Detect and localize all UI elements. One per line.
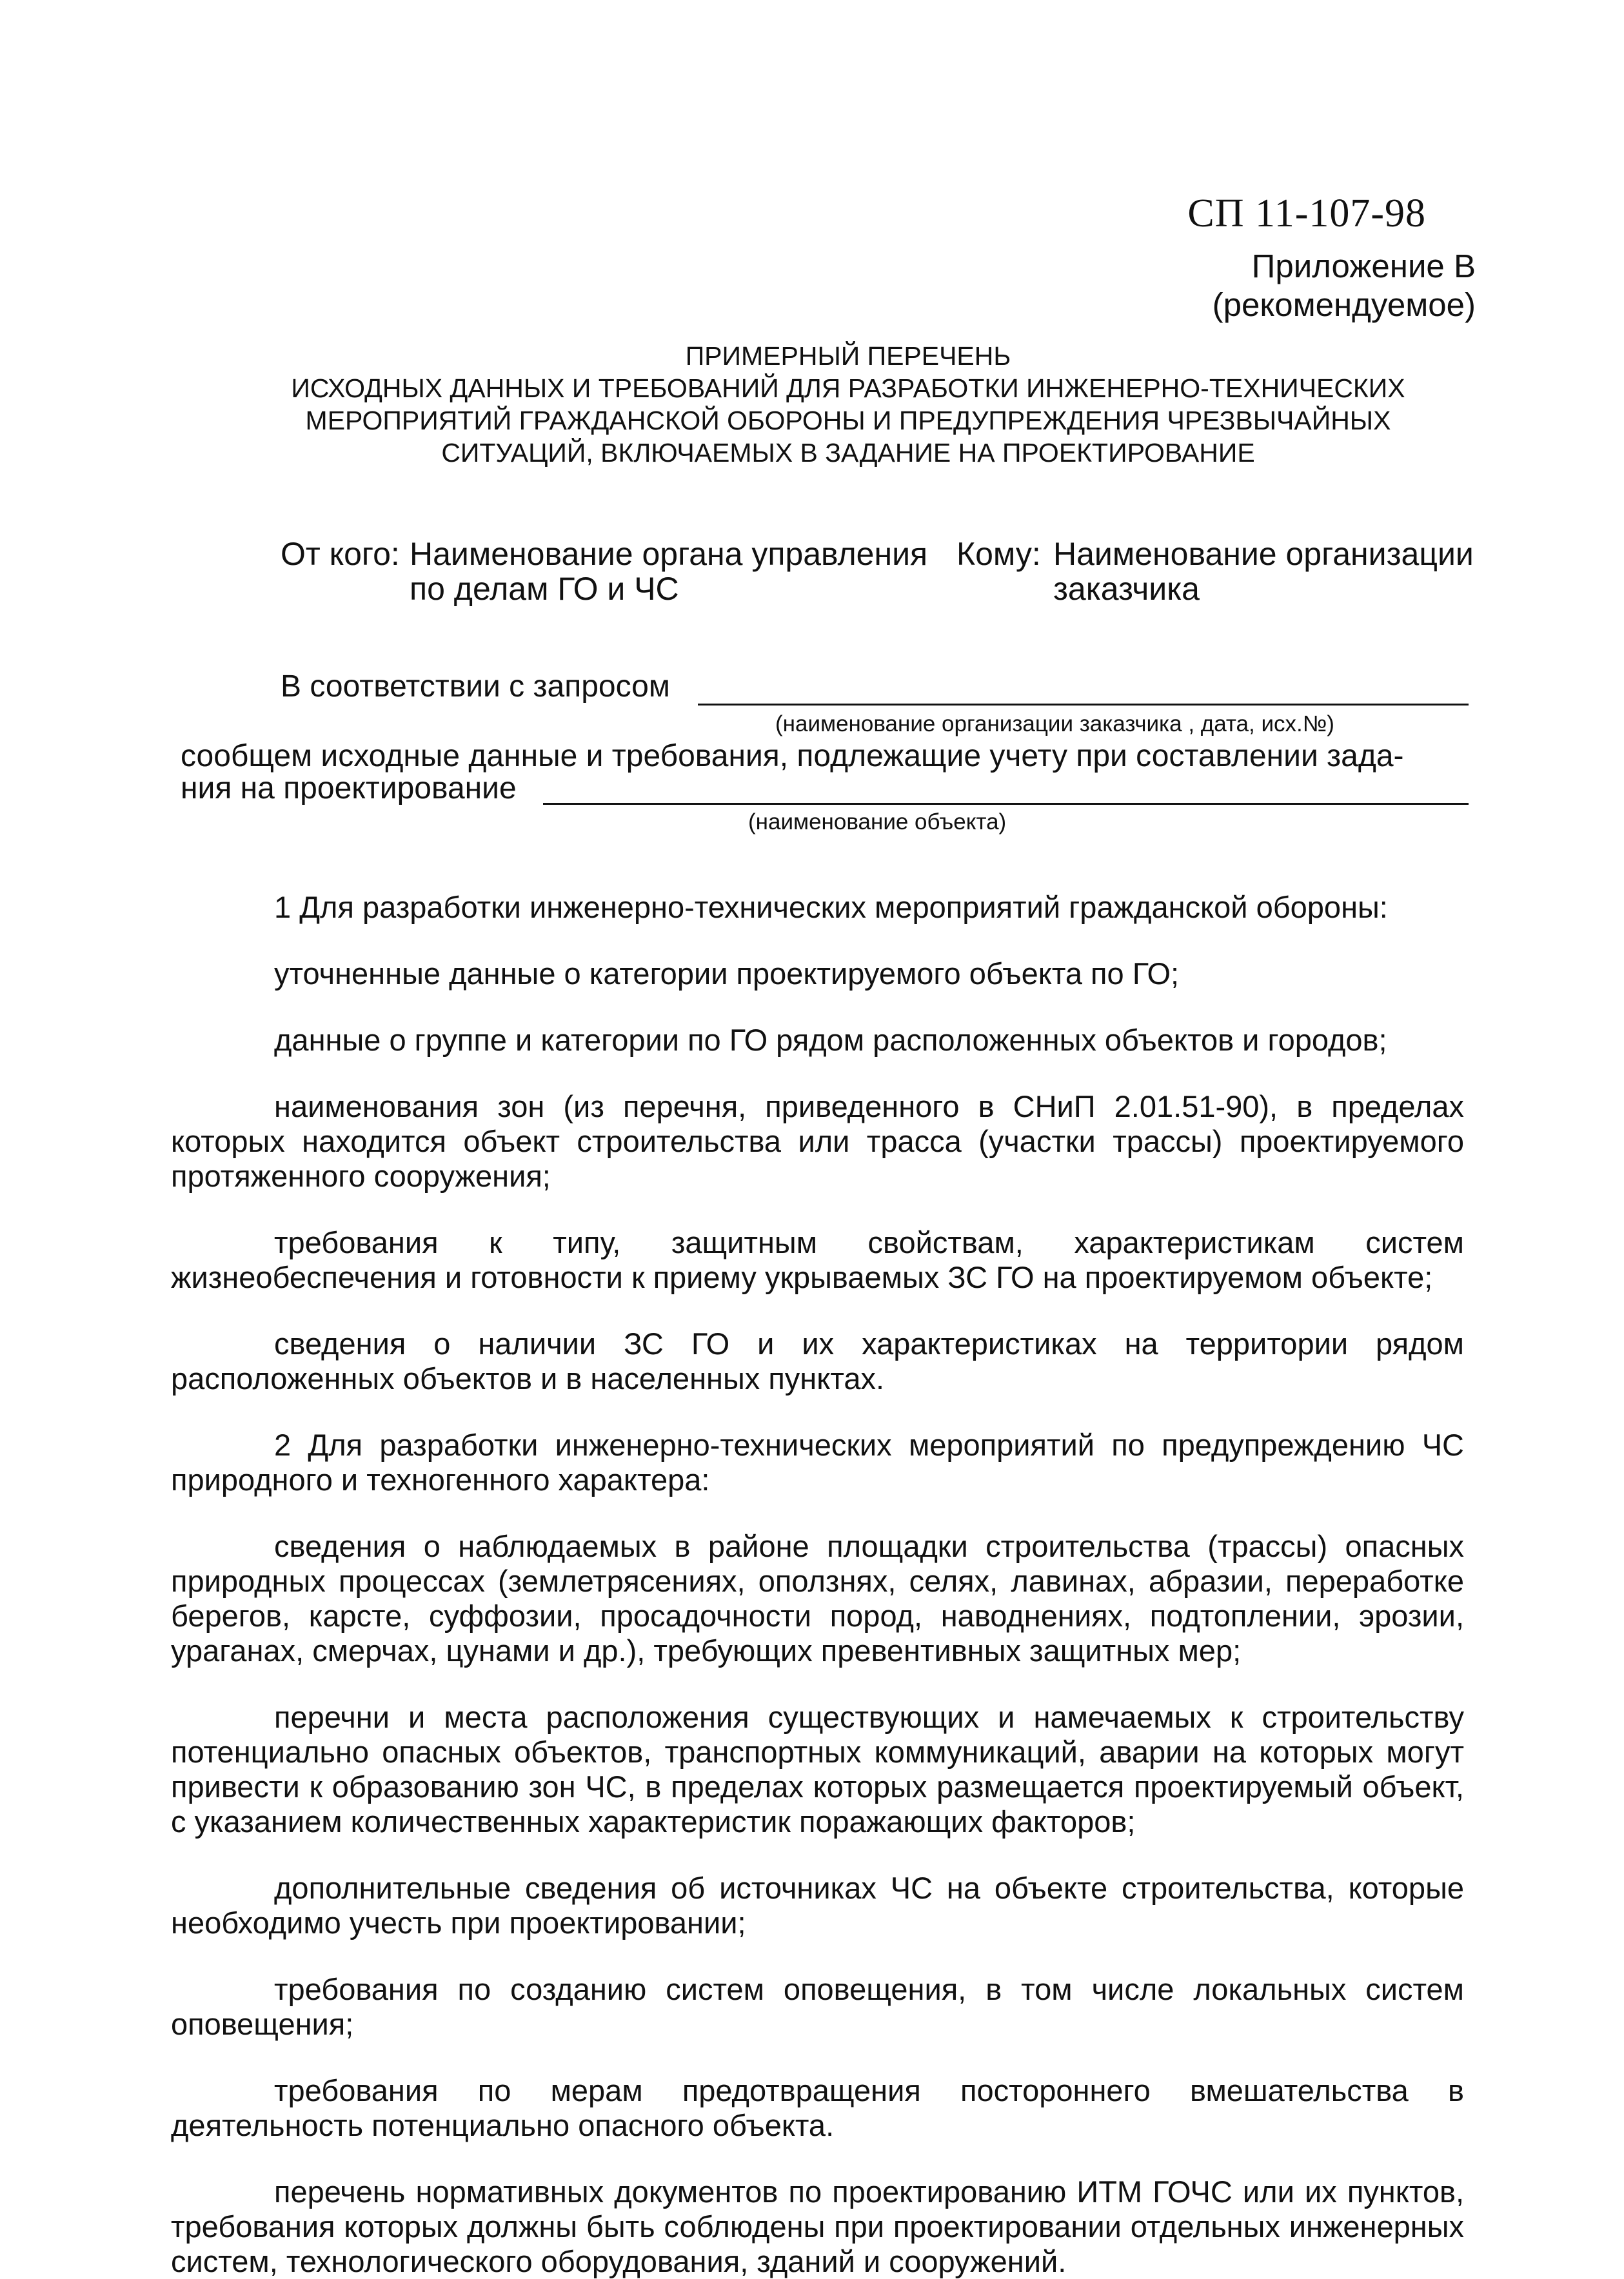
request-line: В соответствии с запросом <box>281 669 670 704</box>
paragraph: требования к типу, защитным свойствам, характеристикам систем жизнеобеспечения и готовности к приему укрываемых ЗС ГО на проектируемом объекте; <box>171 1225 1464 1294</box>
paragraph: наименования зон (из перечня, приведенного в СНиП 2.01.51-90), в пределах которых находится объект строительства или трасса (участки трассы) проектируемого протяженного сооружения; <box>171 1089 1464 1193</box>
request-fill-line <box>698 704 1469 705</box>
object-fill-line <box>543 803 1469 805</box>
request-caption: (наименование организации заказчика , дата, исх.№) <box>775 711 1334 736</box>
paragraph: дополнительные сведения об источниках ЧС на объекте строительства, которые необходимо учесть при проектировании; <box>171 1871 1464 1940</box>
to-value-cont: заказчика <box>1053 571 1200 607</box>
from-value: Наименование органа управления <box>410 536 928 572</box>
appendix-title: Приложение В <box>1251 248 1476 284</box>
title-line-3: МЕРОПРИЯТИЙ ГРАЖДАНСКОЙ ОБОРОНЫ И ПРЕДУПРЕЖДЕНИЯ ЧРЕЗВЫЧАЙНЫХ <box>305 406 1391 435</box>
title-line-4: СИТУАЦИЙ, ВКЛЮЧАЕМЫХ В ЗАДАНИЕ НА ПРОЕКТИРОВАНИЕ <box>441 438 1255 468</box>
paragraph: уточненные данные о категории проектируемого объекта по ГО; <box>274 956 1180 991</box>
section-2-heading: 2 Для разработки инженерно-технических мероприятий по предупреждению ЧС природного и техногенного характера: <box>171 1428 1464 1497</box>
paragraph: сведения о наличии ЗС ГО и их характеристиках на территории рядом расположенных объектов и в населенных пунктах. <box>171 1327 1464 1396</box>
object-caption: (наименование объекта) <box>748 809 1007 834</box>
document-title <box>258 340 1438 469</box>
appendix-label <box>1213 247 1476 324</box>
appendix-status: (рекомендуемое) <box>1212 286 1476 323</box>
paragraph: сведения о наблюдаемых в районе площадки строительства (трассы) опасных природных процессах (землетрясениях, оползнях, селях, лавинах, абразии, переработке берегов, карсте, суффозии, просадочности пород, наводнениях, подтоплении, эрозии, ураганах, смерчах, цунами и др.), требующих превентивных защитных мер; <box>171 1529 1464 1668</box>
from-value-cont: по делам ГО и ЧС <box>410 571 679 607</box>
title-line-1: ПРИМЕРНЫЙ ПЕРЕЧЕНЬ <box>685 341 1011 371</box>
request-text: сообщем исходные данныe и требования, подлежащие учету при составлении зада- <box>181 739 1404 773</box>
to-label: Кому: <box>956 536 1041 572</box>
paragraph: перечень нормативных документов по проектированию ИТМ ГОЧС или их пунктов, требования которых должны быть соблюдены при проектировании отдельных инженерных систем, технологического оборудования, зданий и сооружений. <box>171 2175 1464 2278</box>
section-1-heading: 1 Для разработки инженерно-технических мероприятий гражданской обороны: <box>274 890 1388 924</box>
project-line: ния на проектирование <box>181 771 517 805</box>
title-line-2: ИСХОДНЫХ ДАННЫХ И ТРЕБОВАНИЙ ДЛЯ РАЗРАБОТКИ ИНЖЕНЕРНО-ТЕХНИЧЕСКИХ <box>291 373 1405 403</box>
from-label: От кого: <box>281 536 400 572</box>
paragraph: перечни и места расположения существующих и намечаемых к строительству потенциально опасных объектов, транспортных коммуникаций, аварии на которых могут привести к образованию зон ЧС, в пределах которых размещается проектируемый объект, с указанием количественных характеристик поражающих факторов; <box>171 1700 1464 1839</box>
to-value: Наименование организации <box>1053 536 1474 572</box>
paragraph: требования по созданию систем оповещения, в том числе локальных систем оповещения; <box>171 1972 1464 2041</box>
document-code: СП 11-107-98 <box>1187 192 1426 235</box>
paragraph: требования по мерам предотвращения постороннего вмешательства в деятельность потенциально опасного объекта. <box>171 2073 1464 2142</box>
document-body <box>171 890 1464 2279</box>
paragraph: данные о группе и категории по ГО рядом расположенных объектов и городов; <box>274 1023 1387 1057</box>
